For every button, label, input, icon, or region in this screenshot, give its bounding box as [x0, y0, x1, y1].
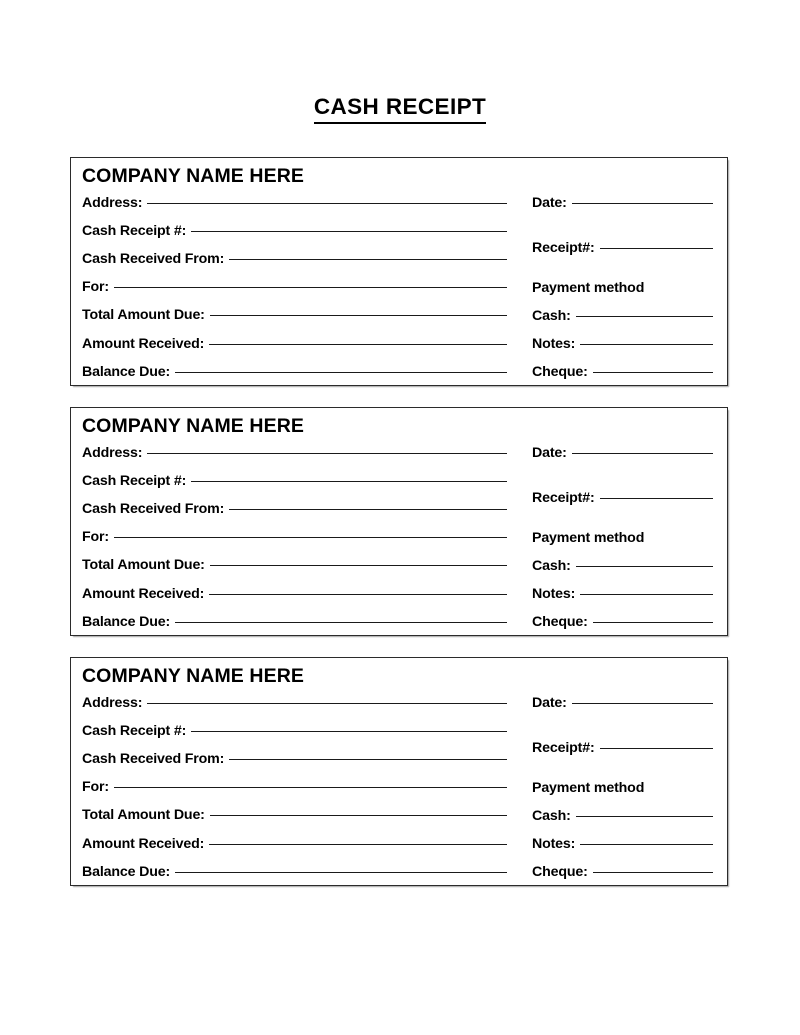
field-label: Cash:	[532, 808, 571, 824]
field-label: For:	[82, 279, 109, 295]
field-label: Date:	[532, 695, 567, 711]
payment-method-heading	[532, 530, 713, 546]
field-receipt-number[interactable]	[532, 490, 713, 506]
fill-in-rule[interactable]	[572, 203, 713, 204]
fill-in-rule[interactable]	[175, 622, 507, 623]
fill-in-rule[interactable]	[175, 872, 507, 873]
field-total-amount-due[interactable]	[82, 807, 507, 823]
field-date[interactable]	[532, 445, 713, 461]
field-label: Cash Received From:	[82, 751, 225, 767]
receipt-body	[71, 658, 727, 885]
field-total-amount-due[interactable]	[82, 557, 507, 573]
field-cash-received-from[interactable]	[82, 501, 507, 517]
field-balance-due[interactable]	[82, 864, 507, 880]
field-label: Notes:	[532, 586, 576, 602]
fill-in-rule[interactable]	[600, 248, 713, 249]
field-cash-received-from[interactable]	[82, 751, 507, 767]
fill-in-rule[interactable]	[147, 203, 507, 204]
field-notes[interactable]	[532, 336, 713, 352]
field-address[interactable]	[82, 445, 507, 461]
field-receipt-number[interactable]	[532, 740, 713, 756]
field-cash[interactable]	[532, 308, 713, 324]
field-label: Cash Receipt #:	[82, 473, 187, 489]
field-total-amount-due[interactable]	[82, 307, 507, 323]
field-for[interactable]	[82, 279, 507, 295]
field-label: Balance Due:	[82, 614, 171, 630]
field-cash[interactable]	[532, 808, 713, 824]
field-amount-received[interactable]	[82, 586, 507, 602]
fill-in-rule[interactable]	[147, 703, 507, 704]
field-label: Total Amount Due:	[82, 557, 205, 573]
fill-in-rule[interactable]	[580, 594, 713, 595]
fill-in-rule[interactable]	[600, 498, 713, 499]
field-cash[interactable]	[532, 558, 713, 574]
field-address[interactable]	[82, 695, 507, 711]
field-label: Date:	[532, 445, 567, 461]
receipt-body	[71, 408, 727, 635]
field-label: Date:	[532, 195, 567, 211]
field-label: Payment method	[532, 280, 645, 296]
receipt-copy-3	[70, 657, 728, 886]
field-cheque[interactable]	[532, 864, 713, 880]
receipt-copy-1	[70, 157, 728, 386]
field-label: Total Amount Due:	[82, 807, 205, 823]
field-label: Total Amount Due:	[82, 307, 205, 323]
field-label: Cash:	[532, 558, 571, 574]
field-label: Balance Due:	[82, 364, 171, 380]
fill-in-rule[interactable]	[209, 844, 507, 845]
payment-method-heading	[532, 280, 713, 296]
field-for[interactable]	[82, 779, 507, 795]
field-label: Cash Received From:	[82, 501, 225, 517]
field-label: Address:	[82, 195, 143, 211]
field-label: Receipt#:	[532, 490, 595, 506]
field-cash-received-from[interactable]	[82, 251, 507, 267]
field-label: Payment method	[532, 780, 645, 796]
field-cash-receipt-number[interactable]	[82, 473, 507, 489]
field-label: Cash Received From:	[82, 251, 225, 267]
field-for[interactable]	[82, 529, 507, 545]
field-label: For:	[82, 779, 109, 795]
fill-in-rule[interactable]	[114, 787, 507, 788]
fill-in-rule[interactable]	[593, 372, 713, 373]
fill-in-rule[interactable]	[175, 372, 507, 373]
field-label: Cash Receipt #:	[82, 223, 187, 239]
field-cheque[interactable]	[532, 364, 713, 380]
fill-in-rule[interactable]	[209, 594, 507, 595]
fill-in-rule[interactable]	[191, 731, 507, 732]
payment-method-heading	[532, 780, 713, 796]
field-label: Address:	[82, 445, 143, 461]
company-name-heading: COMPANY NAME HERE	[82, 665, 304, 687]
fill-in-rule[interactable]	[580, 344, 713, 345]
field-notes[interactable]	[532, 586, 713, 602]
fill-in-rule[interactable]	[147, 453, 507, 454]
field-label: Cheque:	[532, 864, 588, 880]
field-cash-receipt-number[interactable]	[82, 723, 507, 739]
field-label: For:	[82, 529, 109, 545]
fill-in-rule[interactable]	[210, 815, 507, 816]
fill-in-rule[interactable]	[576, 816, 713, 817]
field-label: Amount Received:	[82, 836, 205, 852]
field-amount-received[interactable]	[82, 836, 507, 852]
field-balance-due[interactable]	[82, 364, 507, 380]
fill-in-rule[interactable]	[210, 565, 507, 566]
company-name-heading: COMPANY NAME HERE	[82, 415, 304, 437]
field-label: Address:	[82, 695, 143, 711]
field-label: Cheque:	[532, 614, 588, 630]
field-notes[interactable]	[532, 836, 713, 852]
field-cheque[interactable]	[532, 614, 713, 630]
field-label: Amount Received:	[82, 586, 205, 602]
field-date[interactable]	[532, 195, 713, 211]
fill-in-rule[interactable]	[229, 509, 507, 510]
fill-in-rule[interactable]	[576, 316, 713, 317]
field-label: Cash Receipt #:	[82, 723, 187, 739]
fill-in-rule[interactable]	[572, 703, 713, 704]
fill-in-rule[interactable]	[580, 844, 713, 845]
field-balance-due[interactable]	[82, 614, 507, 630]
field-date[interactable]	[532, 695, 713, 711]
field-cash-receipt-number[interactable]	[82, 223, 507, 239]
field-label: Payment method	[532, 530, 645, 546]
field-label: Notes:	[532, 836, 576, 852]
field-label: Notes:	[532, 336, 576, 352]
field-label: Receipt#:	[532, 740, 595, 756]
field-receipt-number[interactable]	[532, 240, 713, 256]
fill-in-rule[interactable]	[572, 453, 713, 454]
fill-in-rule[interactable]	[114, 287, 507, 288]
page-title-text: CASH RECEIPT	[314, 94, 486, 124]
fill-in-rule[interactable]	[210, 315, 507, 316]
field-address[interactable]	[82, 195, 507, 211]
fill-in-rule[interactable]	[209, 344, 507, 345]
field-label: Cash:	[532, 308, 571, 324]
fill-in-rule[interactable]	[114, 537, 507, 538]
fill-in-rule[interactable]	[229, 259, 507, 260]
field-label: Receipt#:	[532, 240, 595, 256]
page-title	[0, 94, 800, 124]
fill-in-rule[interactable]	[191, 231, 507, 232]
field-label: Amount Received:	[82, 336, 205, 352]
company-name-heading: COMPANY NAME HERE	[82, 165, 304, 187]
fill-in-rule[interactable]	[576, 566, 713, 567]
fill-in-rule[interactable]	[593, 872, 713, 873]
receipt-copy-2	[70, 407, 728, 636]
field-label: Balance Due:	[82, 864, 171, 880]
fill-in-rule[interactable]	[600, 748, 713, 749]
field-label: Cheque:	[532, 364, 588, 380]
fill-in-rule[interactable]	[191, 481, 507, 482]
field-amount-received[interactable]	[82, 336, 507, 352]
receipt-body	[71, 158, 727, 385]
fill-in-rule[interactable]	[229, 759, 507, 760]
fill-in-rule[interactable]	[593, 622, 713, 623]
